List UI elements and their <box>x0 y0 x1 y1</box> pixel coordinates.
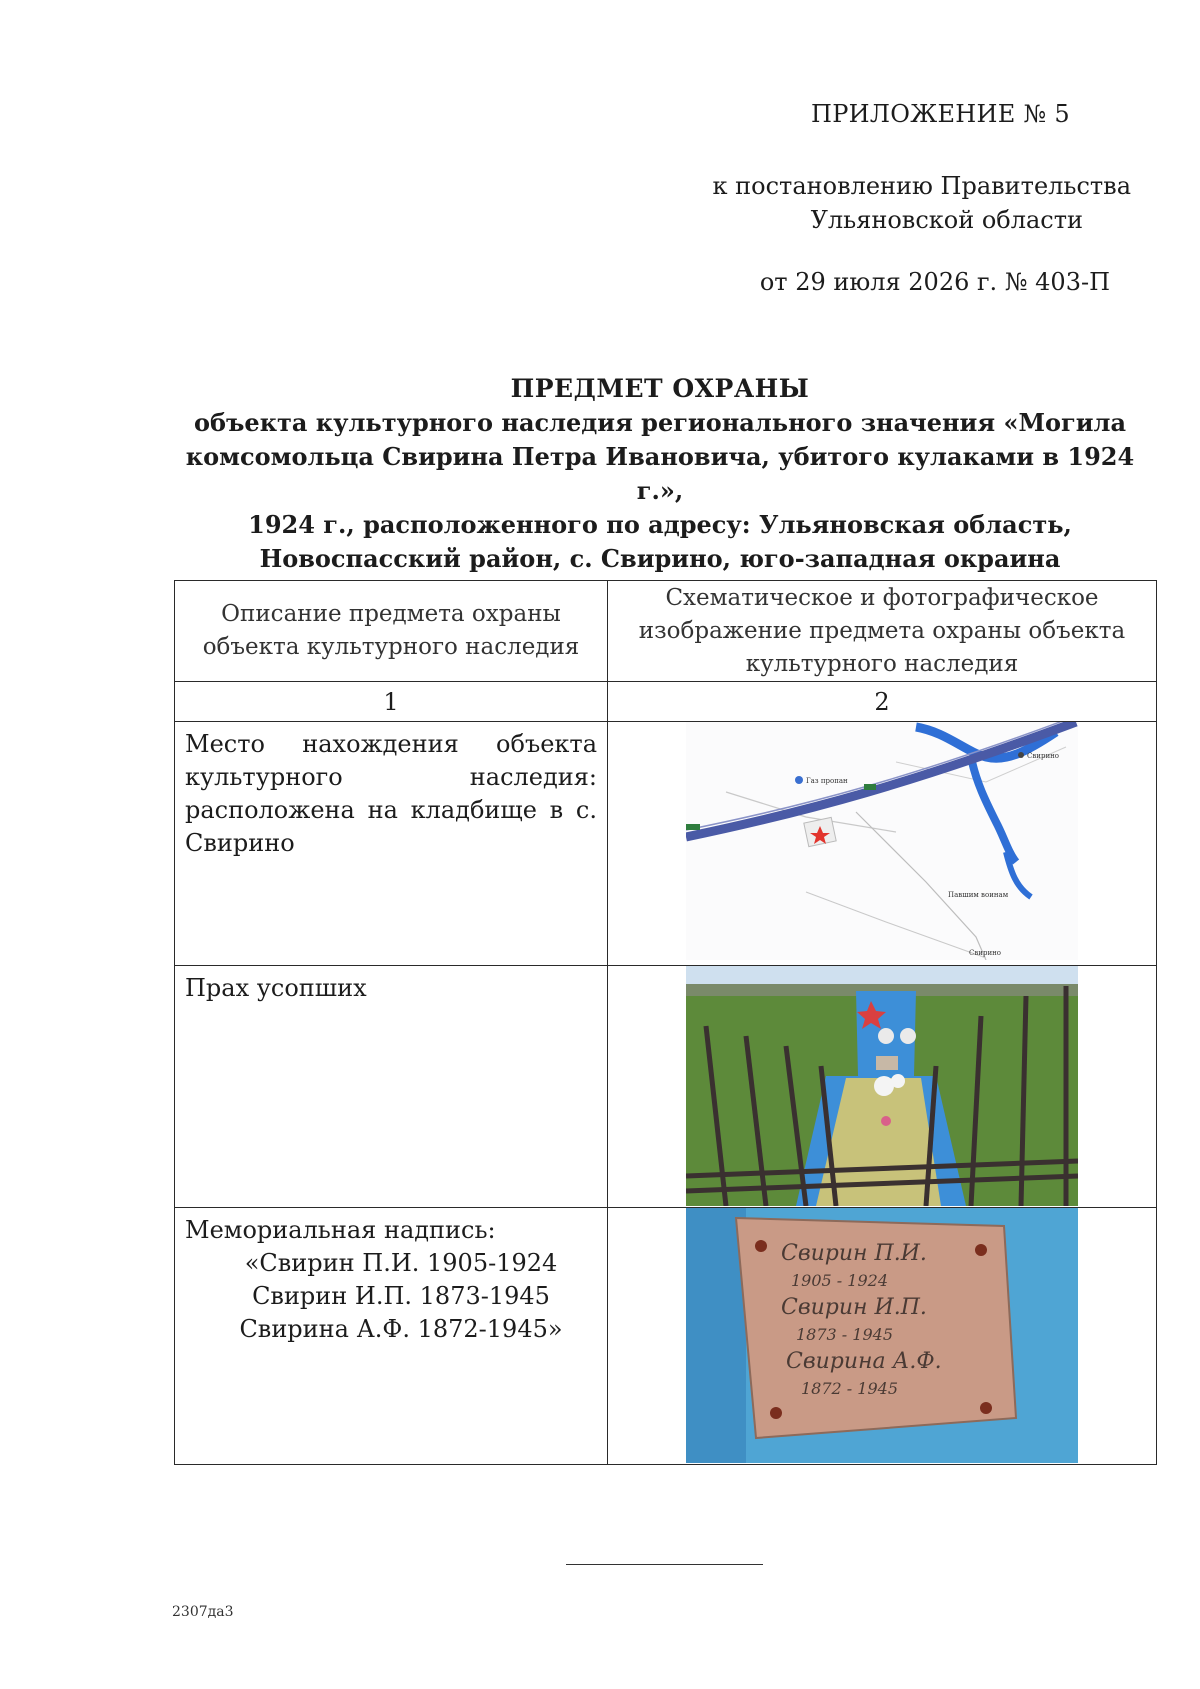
plaque-text: Свирина А.Ф. <box>786 1349 942 1374</box>
col1-header: Описание предмета охраны объекта культурного наследия <box>175 581 608 682</box>
row1-description: Место нахождения объекта культурного наследия: расположена на кладбище в с. Свирино <box>175 722 608 966</box>
map-label-village: Свирино <box>1027 752 1059 760</box>
plaque-photo <box>686 1208 1078 1463</box>
document-code: 2307да3 <box>172 1604 234 1620</box>
decree-line-2: Ульяновской области <box>810 206 1083 234</box>
col2-number: 2 <box>608 682 1157 722</box>
village-marker-icon <box>1018 752 1024 758</box>
document-title <box>160 372 1160 576</box>
row3-description <box>175 1208 608 1465</box>
road-shield-icon-2 <box>864 784 876 790</box>
column-numbers-row <box>175 682 1157 722</box>
plaque-text: 1872 - 1945 <box>801 1379 899 1398</box>
road-shield-icon <box>686 824 700 830</box>
title-heading: ПРЕДМЕТ ОХРАНЫ <box>510 374 810 403</box>
map-cell <box>608 722 1157 966</box>
title-line-1: объекта культурного наследия регионального значения «Могила <box>194 408 1126 437</box>
inscription-heading: Мемориальная надпись: <box>185 1216 496 1244</box>
col1-number: 1 <box>175 682 608 722</box>
map-label-memorial: Павшим воинам <box>948 891 1009 899</box>
protection-table <box>174 580 1157 1465</box>
decree-date: от 29 июля 2026 г. № 403-П <box>759 268 1110 296</box>
plaque-text: 1873 - 1945 <box>796 1325 894 1344</box>
title-line-4: Новоспасский район, с. Свирино, юго-западная окраина <box>259 544 1061 573</box>
plaque-screw <box>980 1402 992 1414</box>
title-line-3: 1924 г., расположенного по адресу: Ульяновская область, <box>248 510 1072 539</box>
table-row <box>175 1208 1157 1465</box>
title-line-2: комсомольца Свирина Петра Ивановича, убитого кулаками в 1924 г.», <box>185 442 1135 505</box>
map-label-gas: Газ пропан <box>806 777 848 785</box>
table-row <box>175 966 1157 1208</box>
table-header-row <box>175 581 1157 682</box>
plaque-screw <box>975 1244 987 1256</box>
table-row <box>175 722 1157 966</box>
plaque-photo-cell <box>608 1208 1157 1465</box>
grave-photo-cell <box>608 966 1157 1208</box>
row2-description: Прах усопших <box>175 966 608 1208</box>
map-label-village-bottom: Свирино <box>969 949 1001 957</box>
inscription-line: Свирин И.П. 1873-1945 <box>252 1282 550 1310</box>
location-map <box>686 722 1078 960</box>
plaque-screw <box>770 1407 782 1419</box>
plaque-text: Свирин П.И. <box>781 1241 927 1266</box>
inscription-line: Свирина А.Ф. 1872-1945» <box>239 1315 563 1343</box>
grave-photo <box>686 966 1078 1206</box>
plaque-text: 1905 - 1924 <box>791 1271 889 1290</box>
decree-line-1: к постановлению Правительства <box>712 172 1131 200</box>
plaque-text: Свирин И.П. <box>781 1295 927 1320</box>
inscription-line: «Свирин П.И. 1905-1924 <box>244 1249 558 1277</box>
col2-header: Схематическое и фотографическое изображение предмета охраны объекта культурного наследия <box>608 581 1157 682</box>
annex-number: ПРИЛОЖЕНИЕ № 5 <box>810 100 1070 128</box>
plaque-screw <box>755 1240 767 1252</box>
gas-station-icon <box>795 776 803 784</box>
footer-rule <box>566 1564 763 1565</box>
